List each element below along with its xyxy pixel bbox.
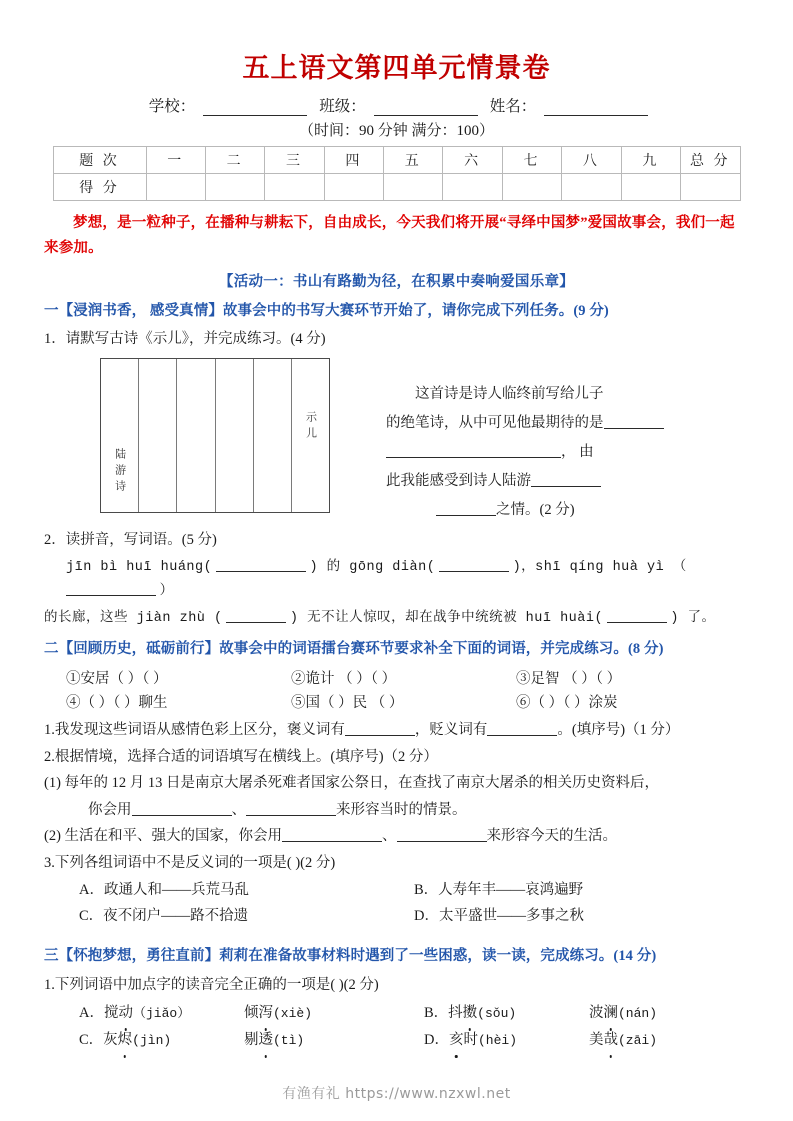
score-col-9: 九 — [621, 146, 680, 173]
section-2-q2-1-line-1: (1) 每年的 12 月 13 日是南京大屠杀死难者国家公祭日，在查找了南京大屠杀的相关历史资料后， — [44, 775, 660, 792]
word-bank-row-2 — [44, 691, 749, 716]
poem-note-blank-4[interactable] — [436, 501, 496, 516]
section-3-option-a-word-2[interactable] — [244, 1000, 424, 1027]
poem-note-line-2-text: 的绝笔诗，从中可见他最期待的是 — [386, 414, 604, 431]
section-3-option-d-w2-pre: 美 — [589, 1031, 604, 1048]
poem-block — [44, 358, 749, 525]
word-bank-item-6[interactable]: ⑥（ ）（ ）涂炭 — [516, 695, 618, 712]
section-3-option-c-w2-pre: 剔 — [244, 1031, 259, 1048]
pinyin-blank-2[interactable] — [439, 557, 509, 572]
section-2-q2-1-blank-1[interactable] — [132, 801, 232, 816]
name-label: 姓名： — [489, 97, 537, 115]
poem-note-line-4-text: 此我能感受到诗人陆游 — [386, 472, 531, 489]
identity-line — [44, 94, 749, 116]
section-3-option-d-mark: D． — [424, 1031, 449, 1048]
pinyin-blank-4[interactable] — [226, 608, 286, 623]
score-cell-6[interactable] — [443, 173, 502, 200]
poem-note-line-5-text: 之情。(2 分) — [496, 501, 575, 518]
score-table — [53, 146, 741, 201]
section-3-choice-row-2 — [44, 1027, 749, 1054]
watermark-footer: 有渔有礼 https://www.nzxwl.net — [282, 1086, 511, 1102]
poem-note-line-4 — [386, 467, 686, 496]
section-2-q2-2-blank-1[interactable] — [282, 827, 382, 842]
section-3-option-d-word-2[interactable] — [589, 1027, 749, 1054]
name-input-blank[interactable] — [544, 100, 648, 116]
section-3-option-b-w2-dotted: 澜 — [604, 1000, 619, 1027]
score-cell-9[interactable] — [621, 173, 680, 200]
score-col-total: 总 分 — [681, 146, 740, 173]
section-3-option-a-w2-dotted: 泻 — [259, 1000, 274, 1027]
section-1-q2-line-2 — [44, 606, 749, 630]
section-3-option-d-w1-pinyin: (hèi) — [477, 1032, 517, 1048]
pinyin-jianzhu: 的长廊，这些 jiàn zhù ( — [44, 610, 223, 626]
pinyin-blank-5[interactable] — [607, 608, 667, 623]
section-2-q1-text-b: ，贬义词有 — [414, 722, 488, 739]
score-col-3: 三 — [265, 146, 324, 173]
section-2-q2-2-text-a: (2) 生活在和平、强大的国家，你会用 — [44, 828, 283, 845]
score-cell-5[interactable] — [384, 173, 443, 200]
section-2-q2-1-text-a: 你会用 — [88, 801, 132, 818]
section-2-q2: 2.根据情境，选择合适的词语填写在横线上。(填序号)（2 分） — [44, 748, 438, 765]
section-3-q1: 1.下列词语中加点字的读音完全正确的一项是( )(2 分) — [44, 976, 379, 993]
section-2-q2-2-sep: 、 — [382, 828, 397, 845]
poem-note-line-5 — [386, 496, 686, 525]
pinyin-huihuai: ) 无不让人惊叹，却在战争中统统被 huī huài( — [289, 610, 604, 626]
score-col-6: 六 — [443, 146, 502, 173]
school-label: 学校： — [148, 97, 196, 115]
section-3-option-d-w1-post: 时 — [463, 1031, 478, 1048]
word-bank-item-4[interactable]: ④（ ）（ ）聊生 — [66, 695, 168, 712]
section-1-q2: 2．读拼音，写词语。(5 分) — [44, 531, 217, 548]
score-table-row-label-2: 得 分 — [53, 173, 146, 200]
section-3-option-a-w1-pre: 搅 — [103, 1005, 119, 1022]
score-table-value-row — [53, 173, 740, 200]
exam-meta: （时间：90 分钟 满分：100） — [298, 122, 494, 139]
score-col-7: 七 — [502, 146, 561, 173]
pinyin-gongdian: ) 的 gōng diàn( — [309, 560, 436, 576]
section-2-q3-choice-row-2 — [44, 904, 749, 930]
section-3-option-a-w1-dotted: 动 — [118, 1000, 133, 1027]
section-3-option-b-mark: B． — [424, 1005, 449, 1022]
section-3-option-c-word-2[interactable] — [244, 1027, 424, 1054]
section-2-q1-text-a: 1.我发现这些词语从感情色彩上区分，褒义词有 — [44, 722, 345, 739]
score-table-header-row — [53, 146, 740, 173]
pinyin-jinbihuihuang: jīn bì huī huáng( — [66, 560, 213, 576]
score-cell-8[interactable] — [562, 173, 621, 200]
poem-note-line-3 — [386, 438, 686, 467]
section-3-option-b-w1-pre: 抖 — [448, 1005, 463, 1022]
section-2-q3-option-c[interactable]: C．夜不闭户——路不拾遗 — [79, 908, 249, 925]
section-2-q2-1-blank-2[interactable] — [246, 801, 336, 816]
section-3-option-a-w2-pinyin: (xiè) — [273, 1006, 313, 1022]
section-3-option-b-w2-pre: 波 — [589, 1005, 604, 1022]
poem-grid-col-6[interactable] — [291, 359, 329, 512]
pinyin-blank-1[interactable] — [216, 557, 306, 572]
word-bank-item-3[interactable]: ③足智 （ ）（ ） — [516, 670, 622, 687]
score-cell-1[interactable] — [146, 173, 205, 200]
score-col-4: 四 — [324, 146, 383, 173]
section-3-option-b-w2-pinyin: (nán) — [618, 1006, 658, 1022]
section-2-q2-2 — [44, 825, 749, 848]
section-2-q2-1-text-b: 来形容当时的情景。 — [336, 801, 467, 818]
section-3-option-c-word-1[interactable] — [79, 1027, 244, 1054]
section-3-option-c-mark: C． — [79, 1031, 104, 1048]
score-table-row-label-1: 题 次 — [53, 146, 146, 173]
score-cell-2[interactable] — [205, 173, 264, 200]
intro-paragraph: 梦想，是一粒种子，在播种与耕耘下，自由成长，今天我们将开展“寻绎中国梦”爱国故事会，我们一起来参加。 — [44, 214, 735, 257]
school-input-blank[interactable] — [203, 100, 307, 116]
pinyin-shiqinghuayi: )，shī qíng huà yì （ — [512, 560, 687, 576]
section-2-q1-text-c: 。(填序号)（1 分） — [557, 722, 680, 739]
section-3-option-c-w1-pinyin: (jìn) — [132, 1032, 172, 1048]
section-3-heading: 三【怀抱梦想，勇往直前】莉莉在准备故事材料时遇到了一些困惑，读一读，完成练习。(14 分) — [44, 947, 657, 964]
section-3-option-c-w2-pinyin: (tì) — [273, 1032, 305, 1048]
poem-writing-grid[interactable] — [100, 358, 330, 513]
word-bank-row-1 — [44, 667, 749, 692]
section-3-option-a-w2-pre: 倾 — [244, 1005, 259, 1022]
pinyin-close-2: ) 了。 — [670, 610, 716, 626]
section-2-q2-2-blank-2[interactable] — [397, 827, 487, 842]
section-2-q1-blank-1[interactable] — [345, 721, 415, 736]
poem-grid-col-3[interactable] — [176, 359, 214, 512]
page-title: 五上语文第四单元情景卷 — [242, 53, 551, 83]
poem-title-vertical: 示儿 — [304, 410, 317, 443]
score-cell-7[interactable] — [502, 173, 561, 200]
poem-grid-col-2[interactable] — [138, 359, 176, 512]
section-3-option-c-w2-dotted: 透 — [259, 1027, 274, 1054]
poem-note-blank-3[interactable] — [531, 472, 601, 487]
section-3-option-d-word-1[interactable] — [424, 1027, 589, 1054]
section-2-q3-choice-row-1 — [44, 878, 749, 904]
section-3-option-b-word-1[interactable] — [424, 1000, 589, 1027]
section-2-q1-blank-2[interactable] — [487, 721, 557, 736]
poem-grid-col-1[interactable] — [101, 359, 138, 512]
poem-grid-col-5[interactable] — [253, 359, 291, 512]
pinyin-blank-3[interactable] — [66, 581, 156, 596]
word-bank-item-2[interactable]: ②诡计 （ ）（ ） — [291, 670, 397, 687]
poem-note-line-3-text: ， 由 — [561, 443, 594, 460]
section-3-option-d-w1-dotted: 亥 — [449, 1027, 464, 1054]
section-3-option-b-w1-dotted: 擞 — [463, 1000, 478, 1027]
pinyin-close-1: ） — [159, 584, 174, 600]
section-2-q3-option-a[interactable]: A．政通人和——兵荒马乱 — [79, 882, 249, 899]
section-3-choice-row-1 — [44, 1000, 749, 1027]
score-col-1: 一 — [146, 146, 205, 173]
section-3-option-a-word-1[interactable] — [79, 1000, 244, 1027]
section-3-option-a-mark: A． — [79, 1005, 104, 1022]
poem-note-blank-1[interactable] — [604, 414, 664, 429]
poem-note-line-1: 这首诗是诗人临终前写给儿子 — [415, 385, 604, 402]
activity-banner: 【活动一：书山有路勤为径，在积累中奏响爱国乐章】 — [218, 273, 575, 290]
section-3-option-d-w2-dotted: 哉 — [604, 1027, 619, 1054]
score-cell-3[interactable] — [265, 173, 324, 200]
poem-note — [386, 358, 686, 525]
section-1-q2-line-1 — [44, 555, 749, 603]
score-cell-total[interactable] — [681, 173, 740, 200]
score-col-2: 二 — [205, 146, 264, 173]
section-2-q3-option-b[interactable]: B．人寿年丰——哀鸿遍野 — [414, 882, 584, 899]
score-col-5: 五 — [384, 146, 443, 173]
word-bank-item-1[interactable]: ①安居（ ）（ ） — [66, 670, 168, 687]
section-1-q1: 1．请默写古诗《示儿》，并完成练习。(4 分) — [44, 331, 326, 348]
class-label: 班级： — [319, 97, 366, 115]
section-2-heading: 二【回顾历史，砥砺前行】故事会中的词语擂台赛环节要求补全下面的词语，并完成练习。(8 分) — [44, 640, 664, 657]
poem-author-vertical: 陆游诗 — [113, 447, 126, 496]
poem-note-line-2 — [386, 409, 686, 438]
section-3-option-b-word-2[interactable] — [589, 1000, 749, 1027]
section-2-q3-option-d[interactable]: D．太平盛世——多事之秋 — [414, 908, 584, 925]
section-3-option-c-w1-pre: 灰 — [103, 1031, 118, 1048]
poem-grid-col-4[interactable] — [215, 359, 253, 512]
section-3-option-d-w2-pinyin: (zāi) — [618, 1032, 658, 1048]
section-2-q2-1-line-2 — [44, 799, 749, 822]
section-2-q3: 3.下列各组词语中不是反义词的一项是( )(2 分) — [44, 854, 336, 871]
section-2-q1 — [44, 719, 749, 742]
score-cell-4[interactable] — [324, 173, 383, 200]
section-3-option-b-w1-pinyin: (sǒu) — [477, 1006, 517, 1022]
section-2-q2-2-text-b: 来形容今天的生活。 — [486, 828, 618, 845]
word-bank-item-5[interactable]: ⑤国（ ）民 （ ） — [291, 695, 404, 712]
section-3-option-c-w1-dotted: 烬 — [118, 1027, 133, 1054]
section-3-option-a-w1-pinyin: （jiǎo） — [132, 1006, 191, 1022]
poem-note-blank-2[interactable] — [386, 443, 561, 458]
section-2-q2-1-sep: 、 — [231, 801, 246, 818]
section-1-heading: 一【浸润书香， 感受真情】故事会中的书写大赛环节开始了，请你完成下列任务。(9 分) — [44, 302, 609, 319]
class-input-blank[interactable] — [374, 100, 478, 116]
score-col-8: 八 — [562, 146, 621, 173]
